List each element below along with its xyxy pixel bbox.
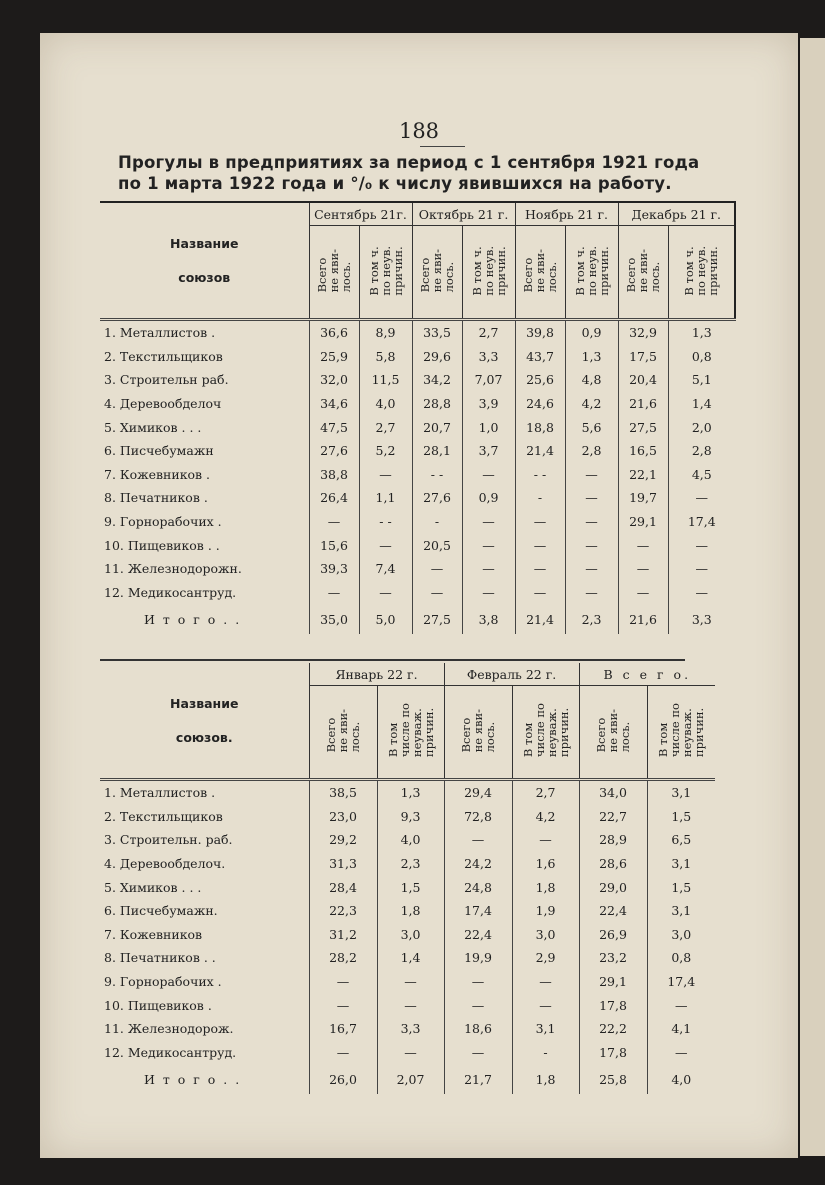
value-cell: 23,2: [579, 946, 647, 970]
value-cell: 3,3: [377, 1017, 444, 1041]
union-name-cell: 6. Писчебумажн.: [104, 903, 218, 919]
total-value-cell: 3,8: [462, 604, 515, 634]
union-name-cell: 11. Железнодорожн.: [104, 561, 242, 577]
month-oct-21: Октябрь 21 г.: [412, 202, 515, 226]
value-cell: 1,5: [377, 875, 444, 899]
value-cell: —: [359, 581, 412, 605]
month-sep-21: Сентябрь 21г.: [309, 202, 412, 226]
value-cell: 34,6: [309, 392, 359, 416]
table-row: [100, 970, 715, 994]
union-name-cell: 12. Медикосантруд.: [104, 1044, 237, 1060]
union-name-cell: 5. Химиков . . .: [104, 419, 202, 435]
total-period: В с е г о.: [579, 663, 715, 686]
value-cell: 1,9: [512, 899, 579, 923]
value-cell: 24,6: [515, 392, 565, 416]
value-cell: —: [462, 510, 515, 534]
value-cell: —: [462, 533, 515, 557]
union-name-cell: 2. Текстильщиков: [104, 348, 223, 364]
value-cell: 36,6: [309, 321, 359, 345]
value-cell: —: [512, 993, 579, 1017]
value-cell: 0,9: [462, 486, 515, 510]
sub-header-unexcused: В том ч. по неув. причин.: [462, 226, 515, 320]
month-jan-22: Январь 22 г.: [309, 663, 444, 686]
union-name-cell: 7. Кожевников .: [104, 466, 211, 482]
value-cell: —: [565, 557, 618, 581]
month-nov-21: Ноябрь 21 г.: [515, 202, 618, 226]
sub-header-all: Всего не яви- лось.: [309, 686, 377, 780]
value-cell: —: [515, 557, 565, 581]
value-cell: 17,5: [618, 345, 668, 369]
page-number-underline: [420, 146, 465, 147]
value-cell: 16,5: [618, 439, 668, 463]
value-cell: 26,4: [309, 486, 359, 510]
total-row: [100, 1064, 715, 1094]
month-feb-22: Февраль 22 г.: [444, 663, 579, 686]
sub-header-unexcused: В том ч. по неув. причин.: [668, 226, 735, 320]
value-cell: —: [512, 970, 579, 994]
value-cell: —: [515, 581, 565, 605]
value-cell: 29,6: [412, 345, 462, 369]
value-cell: 0,8: [647, 946, 715, 970]
value-cell: —: [618, 581, 668, 605]
value-cell: - -: [412, 463, 462, 487]
value-cell: 29,1: [579, 970, 647, 994]
value-cell: 4,2: [512, 805, 579, 829]
header-name-line1: Название: [170, 235, 239, 251]
value-cell: —: [444, 1041, 512, 1065]
value-cell: 28,4: [309, 875, 377, 899]
value-cell: 28,8: [412, 392, 462, 416]
union-name-cell: 9. Горнорабочих .: [104, 974, 222, 990]
value-cell: —: [309, 970, 377, 994]
value-cell: 2,8: [668, 439, 735, 463]
value-cell: 8,9: [359, 321, 412, 345]
table-row: [100, 923, 715, 947]
value-cell: 3,9: [462, 392, 515, 416]
value-cell: —: [309, 581, 359, 605]
union-name-cell: 3. Строительн раб.: [104, 372, 229, 388]
next-page-edge: [800, 38, 825, 1156]
value-cell: 5,8: [359, 345, 412, 369]
value-cell: 32,9: [618, 321, 668, 345]
value-cell: 26,9: [579, 923, 647, 947]
value-cell: 29,1: [618, 510, 668, 534]
sub-header-unexcused: В том числе по неуваж. причин.: [647, 686, 715, 780]
value-cell: 27,6: [412, 486, 462, 510]
union-name-cell: 6. Писчебумажн: [104, 443, 214, 459]
total-value-cell: 27,5: [412, 604, 462, 634]
sub-header-all: Всего не яви- лось.: [444, 686, 512, 780]
value-cell: 4,1: [647, 1017, 715, 1041]
value-cell: - -: [515, 463, 565, 487]
value-cell: —: [462, 581, 515, 605]
value-cell: 3,0: [512, 923, 579, 947]
sub-header-all: Всего не яви- лось.: [515, 226, 565, 320]
value-cell: —: [462, 463, 515, 487]
header-name-line2: союзов.: [175, 729, 233, 745]
value-cell: 25,9: [309, 345, 359, 369]
union-name-cell: 11. Железнодорож.: [104, 1021, 234, 1037]
value-cell: 39,8: [515, 321, 565, 345]
value-cell: 31,2: [309, 923, 377, 947]
value-cell: 1,8: [377, 899, 444, 923]
total-value-cell: 4,0: [647, 1064, 715, 1094]
value-cell: 25,6: [515, 368, 565, 392]
value-cell: 24,2: [444, 852, 512, 876]
sub-header-unexcused: В том числе по неуваж. причин.: [377, 686, 444, 780]
table-row: [100, 392, 735, 416]
sub-header-unexcused: В том числе по неуваж. причин.: [512, 686, 579, 780]
value-cell: —: [668, 533, 735, 557]
total-value-cell: 21,6: [618, 604, 668, 634]
value-cell: 32,0: [309, 368, 359, 392]
value-cell: 28,1: [412, 439, 462, 463]
value-cell: 27,6: [309, 439, 359, 463]
value-cell: —: [444, 993, 512, 1017]
union-name-cell: 4. Деревообделоч: [104, 396, 222, 412]
value-cell: —: [359, 463, 412, 487]
value-cell: 19,7: [618, 486, 668, 510]
header-name-line1: Название: [170, 695, 239, 711]
value-cell: —: [377, 993, 444, 1017]
value-cell: —: [462, 557, 515, 581]
value-cell: —: [309, 993, 377, 1017]
value-cell: 29,0: [579, 875, 647, 899]
value-cell: 24,8: [444, 875, 512, 899]
union-name-cell: 5. Химиков . . .: [104, 879, 202, 895]
value-cell: 18,8: [515, 415, 565, 439]
value-cell: 5,6: [565, 415, 618, 439]
value-cell: 2,0: [668, 415, 735, 439]
total-label: И т о г о . .: [144, 611, 242, 627]
value-cell: 21,4: [515, 439, 565, 463]
value-cell: —: [618, 533, 668, 557]
value-cell: 20,7: [412, 415, 462, 439]
table-row: [100, 510, 735, 534]
total-value-cell: 21,7: [444, 1064, 512, 1094]
table-row: [100, 368, 735, 392]
value-cell: 23,0: [309, 805, 377, 829]
value-cell: 1,8: [512, 875, 579, 899]
value-cell: 1,3: [377, 781, 444, 805]
value-cell: 22,1: [618, 463, 668, 487]
table-title: [118, 152, 718, 194]
value-cell: 31,3: [309, 852, 377, 876]
total-value-cell: 21,4: [515, 604, 565, 634]
value-cell: 28,6: [579, 852, 647, 876]
value-cell: —: [668, 557, 735, 581]
value-cell: —: [565, 510, 618, 534]
table-row: [100, 993, 715, 1017]
table-row: [100, 875, 715, 899]
value-cell: 1,4: [668, 392, 735, 416]
union-name-cell: 8. Печатников . .: [104, 950, 216, 966]
value-cell: 28,2: [309, 946, 377, 970]
value-cell: 19,9: [444, 946, 512, 970]
value-cell: 34,0: [579, 781, 647, 805]
value-cell: 1,3: [668, 321, 735, 345]
table-row: [100, 439, 735, 463]
title-line-2: по 1 марта 1922 года и °/₀ к числу явившихся на работу.: [118, 174, 672, 193]
value-cell: 1,5: [647, 875, 715, 899]
value-cell: 6,5: [647, 828, 715, 852]
value-cell: 5,2: [359, 439, 412, 463]
sub-header-all: Всего не яви- лось.: [618, 226, 668, 320]
value-cell: 17,4: [444, 899, 512, 923]
value-cell: 11,5: [359, 368, 412, 392]
title-line-1: Прогулы в предприятиях за период с 1 сентября 1921 года: [118, 153, 700, 172]
value-cell: 22,4: [444, 923, 512, 947]
value-cell: 33,5: [412, 321, 462, 345]
table-row: [100, 1017, 715, 1041]
value-cell: 3,3: [462, 345, 515, 369]
value-cell: 1,5: [647, 805, 715, 829]
union-name-cell: 7. Кожевников: [104, 926, 203, 942]
value-cell: 38,8: [309, 463, 359, 487]
value-cell: —: [565, 533, 618, 557]
table-row: [100, 852, 715, 876]
value-cell: 9,3: [377, 805, 444, 829]
total-value-cell: 2,07: [377, 1064, 444, 1094]
total-label: И т о г о . .: [144, 1071, 242, 1087]
value-cell: —: [377, 970, 444, 994]
absences-table-1921: [100, 201, 736, 634]
header-name-line2: союзов: [178, 269, 231, 285]
total-value-cell: 3,3: [668, 604, 735, 634]
value-cell: 2,7: [512, 781, 579, 805]
union-name-cell: 2. Текстильщиков: [104, 808, 223, 824]
value-cell: 21,6: [618, 392, 668, 416]
table-row: [100, 1041, 715, 1065]
value-cell: 38,5: [309, 781, 377, 805]
value-cell: 3,1: [647, 852, 715, 876]
value-cell: —: [359, 533, 412, 557]
value-cell: 22,3: [309, 899, 377, 923]
value-cell: 3,1: [512, 1017, 579, 1041]
value-cell: -: [412, 510, 462, 534]
total-value-cell: 2,3: [565, 604, 618, 634]
sub-header-all: Всего не яви- лось.: [412, 226, 462, 320]
value-cell: 4,0: [377, 828, 444, 852]
value-cell: -: [512, 1041, 579, 1065]
value-cell: —: [565, 486, 618, 510]
table-row: [100, 946, 715, 970]
value-cell: —: [512, 828, 579, 852]
value-cell: 3,0: [377, 923, 444, 947]
sub-header-unexcused: В том ч. по неув. причин.: [565, 226, 618, 320]
total-value-cell: 5,0: [359, 604, 412, 634]
value-cell: —: [647, 1041, 715, 1065]
value-cell: 3,0: [647, 923, 715, 947]
value-cell: 15,6: [309, 533, 359, 557]
value-cell: 39,3: [309, 557, 359, 581]
value-cell: 72,8: [444, 805, 512, 829]
total-row: [100, 604, 735, 634]
table-row: [100, 533, 735, 557]
value-cell: 4,2: [565, 392, 618, 416]
value-cell: 3,1: [647, 899, 715, 923]
value-cell: 7,07: [462, 368, 515, 392]
value-cell: —: [309, 1041, 377, 1065]
value-cell: 3,7: [462, 439, 515, 463]
absences-table-1922: [100, 663, 715, 1094]
table-row: [100, 828, 715, 852]
total-value-cell: 1,8: [512, 1064, 579, 1094]
value-cell: —: [444, 970, 512, 994]
value-cell: —: [668, 486, 735, 510]
total-value-cell: 26,0: [309, 1064, 377, 1094]
value-cell: —: [412, 557, 462, 581]
table-row: [100, 345, 735, 369]
value-cell: —: [668, 581, 735, 605]
value-cell: —: [647, 993, 715, 1017]
value-cell: 4,8: [565, 368, 618, 392]
value-cell: 17,8: [579, 1041, 647, 1065]
month-dec-21: Декабрь 21 г.: [618, 202, 735, 226]
union-name-cell: 3. Строительн. раб.: [104, 832, 233, 848]
value-cell: -: [515, 486, 565, 510]
table-row: [100, 581, 735, 605]
total-value-cell: 35,0: [309, 604, 359, 634]
value-cell: —: [309, 510, 359, 534]
value-cell: —: [515, 533, 565, 557]
table-row: [100, 321, 735, 345]
value-cell: - -: [359, 510, 412, 534]
value-cell: 0,9: [565, 321, 618, 345]
value-cell: 1,6: [512, 852, 579, 876]
value-cell: 2,8: [565, 439, 618, 463]
value-cell: 17,8: [579, 993, 647, 1017]
value-cell: 29,4: [444, 781, 512, 805]
value-cell: 20,5: [412, 533, 462, 557]
union-name-cell: 1. Металлистов .: [104, 325, 216, 341]
value-cell: 1,3: [565, 345, 618, 369]
value-cell: 28,9: [579, 828, 647, 852]
value-cell: 4,0: [359, 392, 412, 416]
table-row: [100, 781, 715, 805]
value-cell: 16,7: [309, 1017, 377, 1041]
value-cell: 1,4: [377, 946, 444, 970]
value-cell: 2,9: [512, 946, 579, 970]
sub-header-all: Всего не яви- лось.: [579, 686, 647, 780]
table-divider: [100, 659, 685, 661]
value-cell: 34,2: [412, 368, 462, 392]
union-name-cell: 10. Пищевиков .: [104, 997, 212, 1013]
value-cell: 2,7: [359, 415, 412, 439]
value-cell: 18,6: [444, 1017, 512, 1041]
value-cell: 2,7: [462, 321, 515, 345]
union-name-header: [100, 202, 309, 320]
table-row: [100, 415, 735, 439]
value-cell: 1,0: [462, 415, 515, 439]
union-name-cell: 10. Пищевиков . .: [104, 537, 220, 553]
value-cell: —: [565, 581, 618, 605]
value-cell: 17,4: [647, 970, 715, 994]
value-cell: 20,4: [618, 368, 668, 392]
table-row: [100, 899, 715, 923]
table-row: [100, 557, 735, 581]
page-number: 188: [398, 119, 440, 143]
union-name-cell: 4. Деревообделоч.: [104, 856, 226, 872]
sub-header-unexcused: В том ч. по неув. причин.: [359, 226, 412, 320]
value-cell: 27,5: [618, 415, 668, 439]
value-cell: 22,4: [579, 899, 647, 923]
value-cell: 29,2: [309, 828, 377, 852]
value-cell: 1,1: [359, 486, 412, 510]
value-cell: 4,5: [668, 463, 735, 487]
value-cell: 3,1: [647, 781, 715, 805]
value-cell: 5,1: [668, 368, 735, 392]
value-cell: 0,8: [668, 345, 735, 369]
union-name-header-2: [100, 663, 309, 780]
value-cell: —: [565, 463, 618, 487]
total-value-cell: 25,8: [579, 1064, 647, 1094]
value-cell: 47,5: [309, 415, 359, 439]
value-cell: 17,4: [668, 510, 735, 534]
value-cell: 7,4: [359, 557, 412, 581]
table-row: [100, 805, 715, 829]
union-name-cell: 9. Горнорабочих .: [104, 514, 222, 530]
union-name-cell: 1. Металлистов .: [104, 785, 216, 801]
table-row: [100, 486, 735, 510]
table-row: [100, 463, 735, 487]
value-cell: —: [412, 581, 462, 605]
value-cell: 22,2: [579, 1017, 647, 1041]
value-cell: 43,7: [515, 345, 565, 369]
value-cell: —: [444, 828, 512, 852]
value-cell: 2,3: [377, 852, 444, 876]
union-name-cell: 12. Медикосантруд.: [104, 584, 237, 600]
union-name-cell: 8. Печатников .: [104, 490, 208, 506]
value-cell: 22,7: [579, 805, 647, 829]
value-cell: —: [377, 1041, 444, 1065]
value-cell: —: [618, 557, 668, 581]
sub-header-all: Всего не яви- лось.: [309, 226, 359, 320]
value-cell: —: [515, 510, 565, 534]
